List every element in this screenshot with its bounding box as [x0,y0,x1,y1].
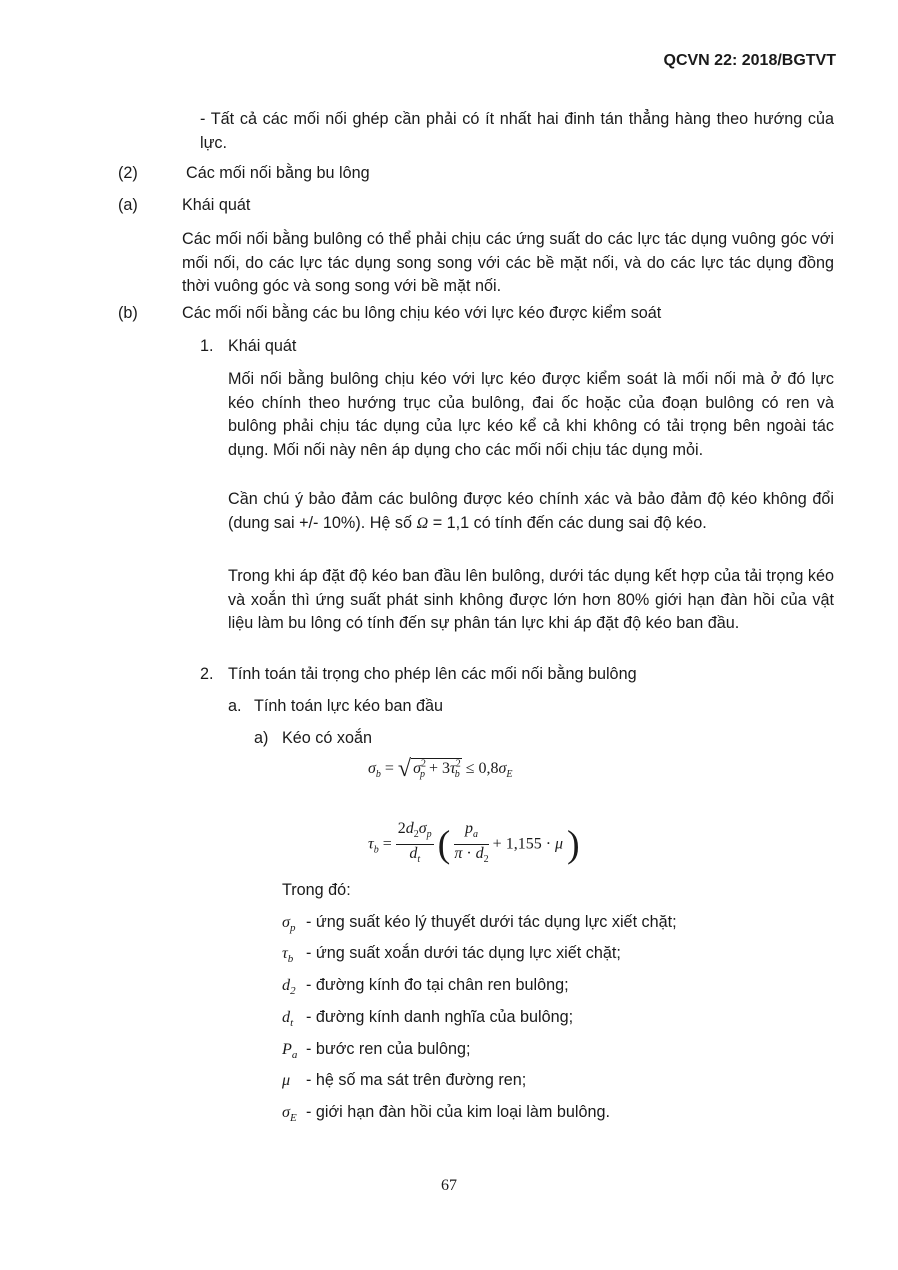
definition-symbol: $\tau_b$ [282,944,294,966]
item-2-label: 2. [200,665,214,683]
sub-a-body: Các mối nối bằng bulông có thể phải chịu các ứng suất do các lực tác dụng vuông góc với mối nối, do các lực tác dụng song song với các bề mặt nối, và do các lực tác dụng đồng thời vuông góc và song song với bề mặt nối. [182,230,834,295]
document-code-header: QCVN 22: 2018/BGTVT [663,52,836,69]
item-1-paragraph-2: Cần chú ý bảo đảm các bulông được kéo chính xác và bảo đảm độ kéo không đổi (dung sai +/- 10%). Hệ số Ω = 1,1 có tính đến các dung sai độ kéo. [228,490,834,532]
formula-equivalent-stress: $\sigma_b$ = √ $\sigma^2_p + 3\tau^2_b \le 0,8\sigma_E$ [368,756,513,782]
item-1-title: Khái quát [228,337,297,355]
definition-text: - ứng suất kéo lý thuyết dưới tác dụng lực xiết chặt; [306,913,677,931]
item-2a-title: Tính toán lực kéo ban đầu [254,697,444,715]
definition-symbol: $\sigma_p$ [282,913,296,935]
page-number: 67 [441,1177,457,1194]
definition-symbol: $d_2$ [282,976,296,998]
item-2a-label: a. [228,697,242,715]
definition-text: - đường kính đo tại chân ren bulông; [306,976,569,994]
item-1-label: 1. [200,337,214,355]
item-2-title: Tính toán tải trọng cho phép lên các mối nối bằng bulông [228,665,637,683]
formula-torsion-stress: $\tau_b$ = $\frac{2d_2\sigma_p}{d_t}$ ( $\frac{p_a}{\pi \cdot d_2}$ + 1,155 · μ ) [368,820,580,866]
sub-b-title: Các mối nối bằng các bu lông chịu kéo với lực kéo được kiểm soát [182,304,662,322]
definition-text: - hệ số ma sát trên đường ren; [306,1071,527,1089]
definition-text: - giới hạn đàn hồi của kim loại làm bulông. [306,1103,610,1121]
definition-symbol: μ [282,1071,291,1089]
intro-bullet: - Tất cả các mối nối ghép cần phải có ít nhất hai đinh tán thẳng hàng theo hướng của lực. [200,110,834,152]
section-2-number: (2) [118,164,138,182]
definition-symbol: $\sigma_E$ [282,1103,297,1125]
where-label: Trong đó: [282,881,351,899]
omega-symbol: Ω [416,513,429,532]
sub-b-label: (b) [118,304,138,322]
formula-2-coef: 2 [397,820,406,837]
case-title: Kéo có xoắn [282,729,372,747]
formula-2-constant: 1,155 [505,835,542,853]
case-label: a) [254,729,269,747]
definition-symbol: $d_t$ [282,1008,294,1030]
item-1-paragraph-1: Mối nối bằng bulông chịu kéo với lực kéo được kiểm soát là mối nối mà ở đó lực kéo chính theo hướng trục của bulông, đai ốc hoặc của đoạn bulông có ren và bulông phải chịu tác dụng của lực kéo kể cả khi không có tải trọng bên ngoài tác dụng. Mối nối này nên áp dụng cho các mối nối chịu tác dụng mỏi. [228,370,834,459]
sub-a-label: (a) [118,196,138,214]
formula-1-factor: 0,8 [478,760,499,777]
definition-text: - đường kính danh nghĩa của bulông; [306,1008,574,1026]
definition-text: - ứng suất xoắn dưới tác dụng lực xiết chặt; [306,944,621,962]
section-2-title: Các mối nối bằng bu lông [186,164,370,182]
sub-a-title: Khái quát [182,196,251,214]
definition-symbol: $P_a$ [282,1040,298,1062]
definition-text: - bước ren của bulông; [306,1040,471,1058]
item-1-paragraph-3: Trong khi áp đặt độ kéo ban đầu lên bulông, dưới tác dụng kết hợp của tải trọng kéo và xoắn thì ứng suất phát sinh không được lớn hơn 80% giới hạn đàn hồi của vật liệu làm bu lông có tính đến sự phân tán lực khi áp đặt độ kéo ban đầu. [228,567,834,632]
